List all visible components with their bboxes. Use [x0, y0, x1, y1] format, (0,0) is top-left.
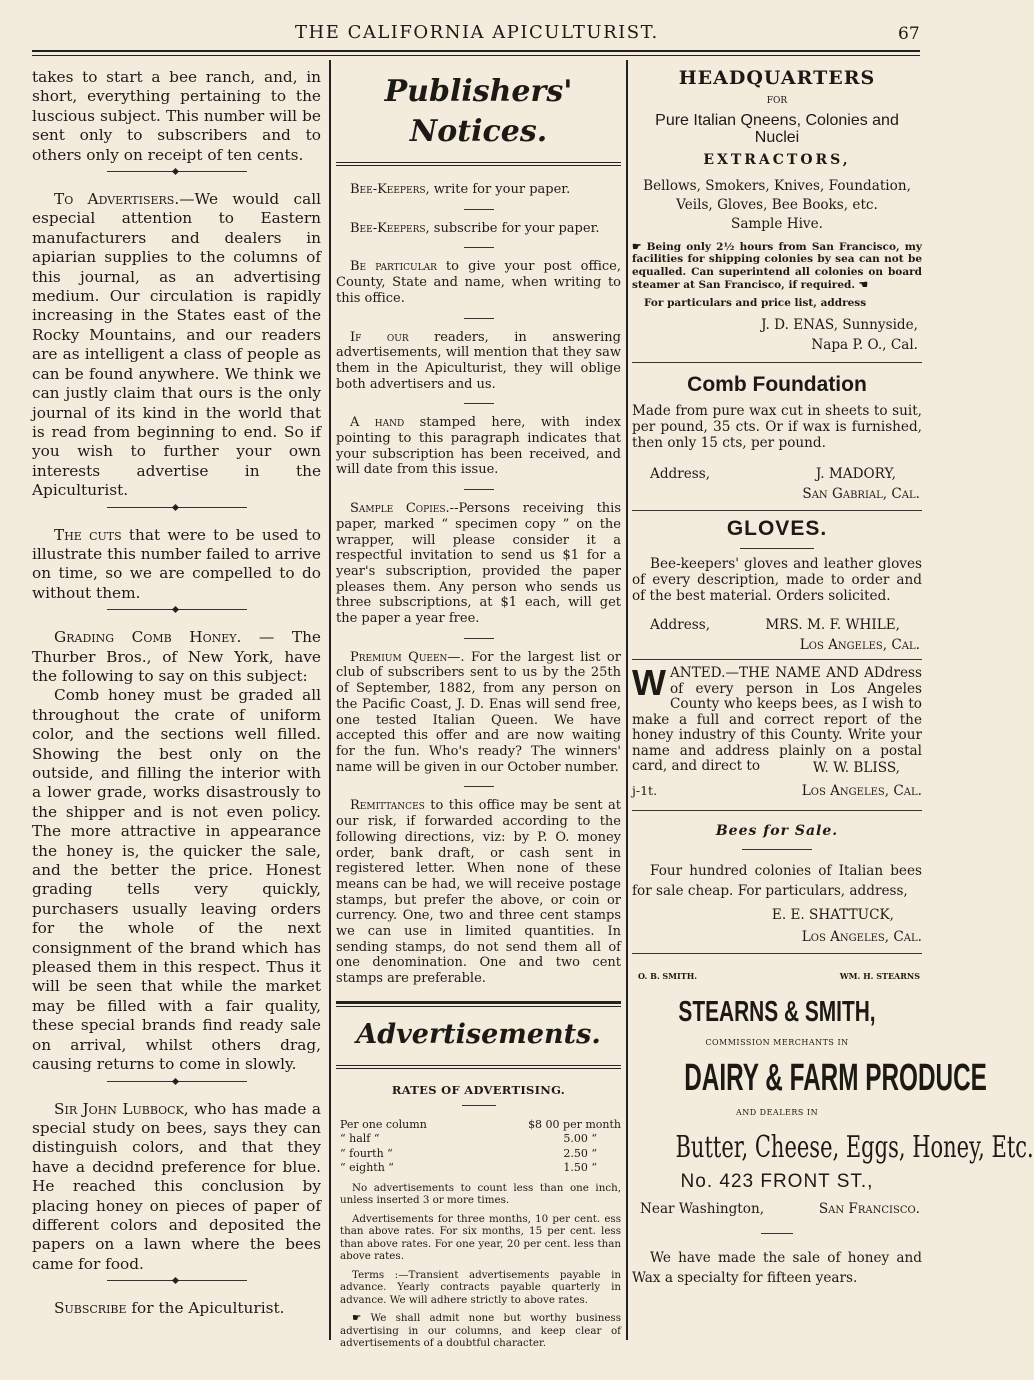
- ss-city: San Francisco.: [818, 1200, 920, 1217]
- hq-note: [632, 241, 922, 292]
- ad-rule: [632, 953, 922, 954]
- rates-note-discounts: Advertisements for three months, 10 per cent. ess than above rates. For six months, 15 per cent. less than above rates. For one year, 20 per cent. less than above rates.: [340, 1212, 621, 1263]
- hq-subtitle: Pure Italian Qneens, Colonies and Nuclei: [655, 112, 899, 146]
- ad-rule: [632, 362, 922, 363]
- dash: [464, 786, 494, 787]
- page-number: 67: [898, 24, 920, 44]
- ss-partner-left: O. B. SMITH.: [638, 971, 698, 982]
- advertisers-body: —We would call especial attention to Eastern manufacturers and dealers in apiarian supplies to the columns of this journal, as an advertising medium. Our circulation is rapidly increasing in the States east of the Rocky Mountains, and our readers are as intelligent a class of people as can be found anywhere. We think we can justly claim that ours is the only journal of its kind in the world that is read from beginning to end. So if you wish to further your own interests advertise in the Apiculturist.: [32, 190, 321, 500]
- wanted-footer: [632, 783, 922, 800]
- ss-dairy-wrap: [632, 1057, 987, 1100]
- notice-write: [336, 182, 621, 198]
- notice-remittances: [336, 798, 621, 986]
- notice-hand-lead: A hand: [350, 415, 405, 431]
- rate-price: $8 00 per month: [528, 1117, 621, 1131]
- notice-subscribe: [336, 221, 621, 237]
- bees-body: Four hundred colonies of Italian bees for sale cheap. For particulars, address,: [632, 863, 922, 899]
- rate-row: [340, 1118, 621, 1133]
- hq-name-text: J. D. ENAS, Sunnyside,: [761, 317, 918, 334]
- hq-extractors: EXTRACTORS,: [703, 152, 851, 169]
- wanted-initial: W: [632, 662, 666, 704]
- notice-subscribe-lead: Bee-Keepers,: [350, 220, 430, 236]
- intro-paragraph: takes to start a bee ranch, and, in short, everything pertaining to the luscious subject. This number will be sent only to subscribers and to others only on receipt of ten cents.: [32, 68, 321, 164]
- rate-price: 1.50 “: [563, 1161, 597, 1175]
- notices-title: Publishers' Notices.: [384, 74, 573, 149]
- grading-paragraph: [32, 628, 321, 686]
- ss-dairy: DAIRY & FARM PRODUCE: [684, 1057, 987, 1100]
- ss-commission: COMMISSION MERCHANTS IN: [705, 1037, 849, 1047]
- gloves-name: MRS. M. F. WHILE,: [765, 617, 900, 634]
- notice-remittances-lead: Remittances: [350, 798, 425, 814]
- notice-readers-body: readers, in answering advertisements, will mention that they saw them in the Apiculturist, they will oblige both advertisers and us.: [336, 329, 621, 392]
- notice-particular: [336, 259, 621, 306]
- grading-quote: Comb honey must be graded all throughout the crate of uniform color, and the sections well filled. Showing the best only on the outside, and filling the interior with a lower grade, works disastrously to the shipper and is not even policy. The more attractive in appearance the honey is, the quicker the sale, and the better the price. Honest grading tells very quickly, purchasers usually leaving orders for the whole of the next consignment of the brand which has pleased them in this respect. Thus it will be seen that while the market may be filled with a fair quality, these special brands find ready sale on arrival, whilst others drag, causing returns to come in slowly.: [32, 686, 321, 1074]
- ss-dealers: AND DEALERS IN: [735, 1108, 819, 1118]
- middle-column: [336, 64, 621, 1350]
- running-head: THE CALIFORNIA APICULTURIST.: [295, 22, 659, 43]
- notice-premium: [336, 650, 621, 776]
- ads-rule-thin: [336, 1068, 621, 1069]
- wanted-name-text: W. W. BLISS,: [812, 760, 900, 777]
- cuts-paragraph: [32, 526, 321, 604]
- right-column: [632, 66, 1034, 1288]
- dash: [464, 403, 494, 404]
- notices-rule: [336, 162, 621, 163]
- gloves-body: Bee-keepers' gloves and leather gloves of every description, made to order and of the best material. Orders solicited.: [632, 555, 922, 604]
- dash: [464, 247, 494, 248]
- lubbock-paragraph: [32, 1100, 321, 1275]
- wanted-city: Los Angeles, Cal.: [801, 782, 922, 799]
- notice-hand: [336, 415, 621, 478]
- ss-street: No. 423 FRONT ST.,: [680, 1171, 874, 1193]
- separator: [107, 171, 247, 172]
- ss-dash: [761, 1233, 793, 1234]
- rate-price: 5.00 “: [563, 1132, 597, 1146]
- wanted-body: ANTED.—THE NAME AND ADdress of every person in Los Angeles County who keeps bees, as I wish to make a full and correct report of the honey industry of this County. Write your name and address plainly on a postal card, and direct to: [632, 665, 922, 774]
- dash: [464, 638, 494, 639]
- hq-address-text: Napa P. O., Cal.: [811, 336, 918, 353]
- notice-hand-body: stamped here, with index pointing to this paragraph indicates that your subscription has been received, and will date from this issue.: [336, 415, 621, 478]
- section-rule-thick: [336, 1001, 621, 1004]
- advertisers-paragraph: [32, 190, 321, 501]
- gloves-address: [632, 617, 922, 634]
- lubbock-lead: Sir John Lubbock,: [54, 1099, 189, 1118]
- hq-name: [632, 317, 922, 334]
- pointing-hand-icon: ☚: [858, 278, 869, 291]
- rates-note-admit: [340, 1312, 621, 1350]
- hq-sample: Sample Hive.: [731, 215, 823, 232]
- rate-price: 2.50 “: [563, 1146, 597, 1160]
- ad-rule: [632, 659, 922, 660]
- hq-price: For particulars and price list, address: [644, 296, 867, 309]
- bees-title: Bees for Sale.: [715, 822, 839, 839]
- ss-title: STEARNS & SMITH,: [678, 995, 876, 1028]
- hq-for: FOR: [766, 95, 788, 106]
- bees-city: Los Angeles, Cal.: [801, 928, 922, 945]
- ads-rule: [336, 1065, 621, 1066]
- separator: [107, 1081, 247, 1082]
- column-rule-left: [329, 60, 331, 1340]
- notice-particular-lead: Be particular: [350, 259, 437, 275]
- rate-row: [340, 1132, 621, 1147]
- ss-near: Near Washington,: [640, 1200, 765, 1217]
- ss-goods: Butter, Cheese, Eggs, Honey, Etc.: [675, 1130, 1034, 1166]
- rate-row: [340, 1147, 621, 1162]
- notice-write-body: write for your paper.: [429, 182, 571, 197]
- ads-title: Advertisements.: [356, 1018, 601, 1050]
- pointing-hand-icon: ☛: [352, 1312, 362, 1325]
- notice-write-lead: Bee-Keepers,: [350, 182, 430, 197]
- notice-readers: [336, 330, 621, 393]
- cuts-body: that were to be used to illustrate this number failed to arrive on time, so we are compelled to do without them.: [32, 525, 322, 602]
- rate-label: Per one column: [340, 1117, 427, 1131]
- header-rule: [32, 50, 920, 52]
- rates-note-admit-text: We shall admit none but worthy business advertising in our columns, and keep clear of advertisements of a doubtful character.: [340, 1312, 621, 1350]
- dash: [464, 318, 494, 319]
- notice-premium-body: —. For the largest list or club of subscribers sent to us by the 25th of September, 1882, from any person on the Pacific Coast, J. D. Enas will send free, one tested Italian Queen. We have accepted this offer and are now waiting for the fun. Who's ready? The winners' name will be given in our October number.: [336, 649, 621, 775]
- hq-title: HEADQUARTERS: [678, 67, 876, 89]
- rate-label: “ eighth “: [340, 1161, 394, 1175]
- left-column: [32, 68, 321, 1319]
- notices-rule-thin: [336, 165, 621, 166]
- notice-sample-body: --Persons receiving this paper, marked “ specimen copy ” on the wrapper, will please consider it a respectful invitation to send us $1 for a year's subscription, provided the paper pleases them. Any person who sends us three subscriptions, at $1 each, will get the paper a year free.: [336, 501, 621, 627]
- grading-lead: Grading Comb Honey.: [54, 628, 242, 647]
- gloves-address-label: Address,: [650, 617, 711, 634]
- ss-partner-right: WM. H. STEARNS: [839, 971, 920, 982]
- comb-address: [632, 466, 922, 483]
- comb-address-label: Address,: [650, 466, 711, 483]
- bees-dash: [742, 849, 812, 850]
- separator: [107, 1280, 247, 1281]
- notice-sample: [336, 501, 621, 627]
- notices-body: [336, 182, 621, 987]
- wanted-ad: [632, 662, 922, 777]
- ad-rule: [632, 510, 922, 511]
- notice-readers-lead: If our: [350, 329, 409, 345]
- lubbock-body: who has made a special study on bees, says they can distinguish colors, and that they have a decidnd preference for blue. He reached this conclusion by placing honey on pieces of paper of different colors and deposited the papers on a lawn where the bees came for food.: [32, 1099, 321, 1273]
- hq-list: Bellows, Smokers, Knives, Foundation, Veils, Gloves, Bee Books, etc.: [643, 177, 911, 214]
- notice-subscribe-body: subscribe for your paper.: [429, 220, 600, 236]
- grading-intro: — The Thurber Bros., of New York, have the following to say on this subject:: [32, 628, 321, 685]
- rates-note-terms: Terms :—Transient advertisements payable in advance. Yearly contracts payable quarterly in advance. We will adhere strictly to above rates.: [340, 1268, 621, 1306]
- comb-body: Made from pure wax cut in sheets to suit, per pound, 35 cts. Or if wax is furnished, then only 15 cts, per pound.: [632, 403, 922, 452]
- notice-remittances-body: to this office may be sent at our risk, if forwarded according to the following directions, viz: by P. O. money order, bank draft, or cash sent in registered letter. When none of these means can be had, we will receive postage stamps, but prefer the above, or coin or currency. One, two and three cent stamps we can use in limited quantities. In sending stamps, do not send them all of one denomination. One and two cent stamps are preferable.: [336, 798, 621, 987]
- bees-name: E. E. SHATTUCK,: [771, 907, 894, 924]
- dash: [464, 489, 494, 490]
- section-rule-thin: [336, 1006, 621, 1007]
- ad-rule: [632, 810, 922, 811]
- comb-title: Comb Foundation: [687, 372, 867, 396]
- subscribe-paragraph: [32, 1299, 321, 1318]
- header-rule-thin: [32, 55, 920, 56]
- separator: [107, 507, 247, 508]
- ss-partners: [632, 968, 922, 985]
- notice-particular-body: to give your post office, County, State and name, when writing to this office.: [336, 259, 621, 306]
- gloves-dash: [740, 548, 814, 549]
- ss-title-wrap: [632, 995, 922, 1029]
- advertisers-lead: To Advertisers.: [54, 190, 180, 209]
- ss-body: We have made the sale of honey and Wax a specialty for fifteen years.: [632, 1250, 922, 1287]
- notice-sample-lead: Sample Copies.: [350, 501, 450, 517]
- rate-label: “ half “: [340, 1132, 380, 1146]
- gloves-title: GLOVES.: [726, 517, 828, 541]
- wanted-code: j-1t.: [632, 782, 658, 798]
- column-rule-right: [626, 60, 628, 1340]
- hq-note-text: Being only 2½ hours from San Francisco, my facilities for shipping colonies by sea can not be equalled. Can superintend all colonies on board steamer at San Francisco, if required.: [632, 240, 922, 291]
- rates-table: [336, 1118, 621, 1350]
- separator: [107, 609, 247, 610]
- subscribe-lead: Subscribe: [54, 1299, 127, 1318]
- dash: [464, 209, 494, 210]
- rate-row: [340, 1161, 621, 1176]
- hq-address: [632, 337, 922, 354]
- rate-label: “ fourth “: [340, 1146, 393, 1160]
- cuts-lead: The cuts: [54, 525, 122, 544]
- ss-location: [632, 1201, 922, 1218]
- notice-premium-lead: Premium Queen: [350, 649, 448, 665]
- comb-name: J. MADORY,: [815, 466, 896, 483]
- ss-goods-wrap: [632, 1130, 1034, 1166]
- comb-city: San Gabrial, Cal.: [802, 485, 920, 502]
- gloves-city: Los Angeles, Cal.: [799, 636, 920, 653]
- rates-note-minimum: No advertisements to count less than one inch, unless inserted 3 or more times.: [340, 1181, 621, 1207]
- rates-dash: [462, 1105, 496, 1106]
- subscribe-rest: for the Apiculturist.: [126, 1299, 285, 1318]
- rates-title: RATES OF ADVERTISING.: [391, 1082, 566, 1097]
- pointing-hand-icon: ☛: [632, 240, 642, 253]
